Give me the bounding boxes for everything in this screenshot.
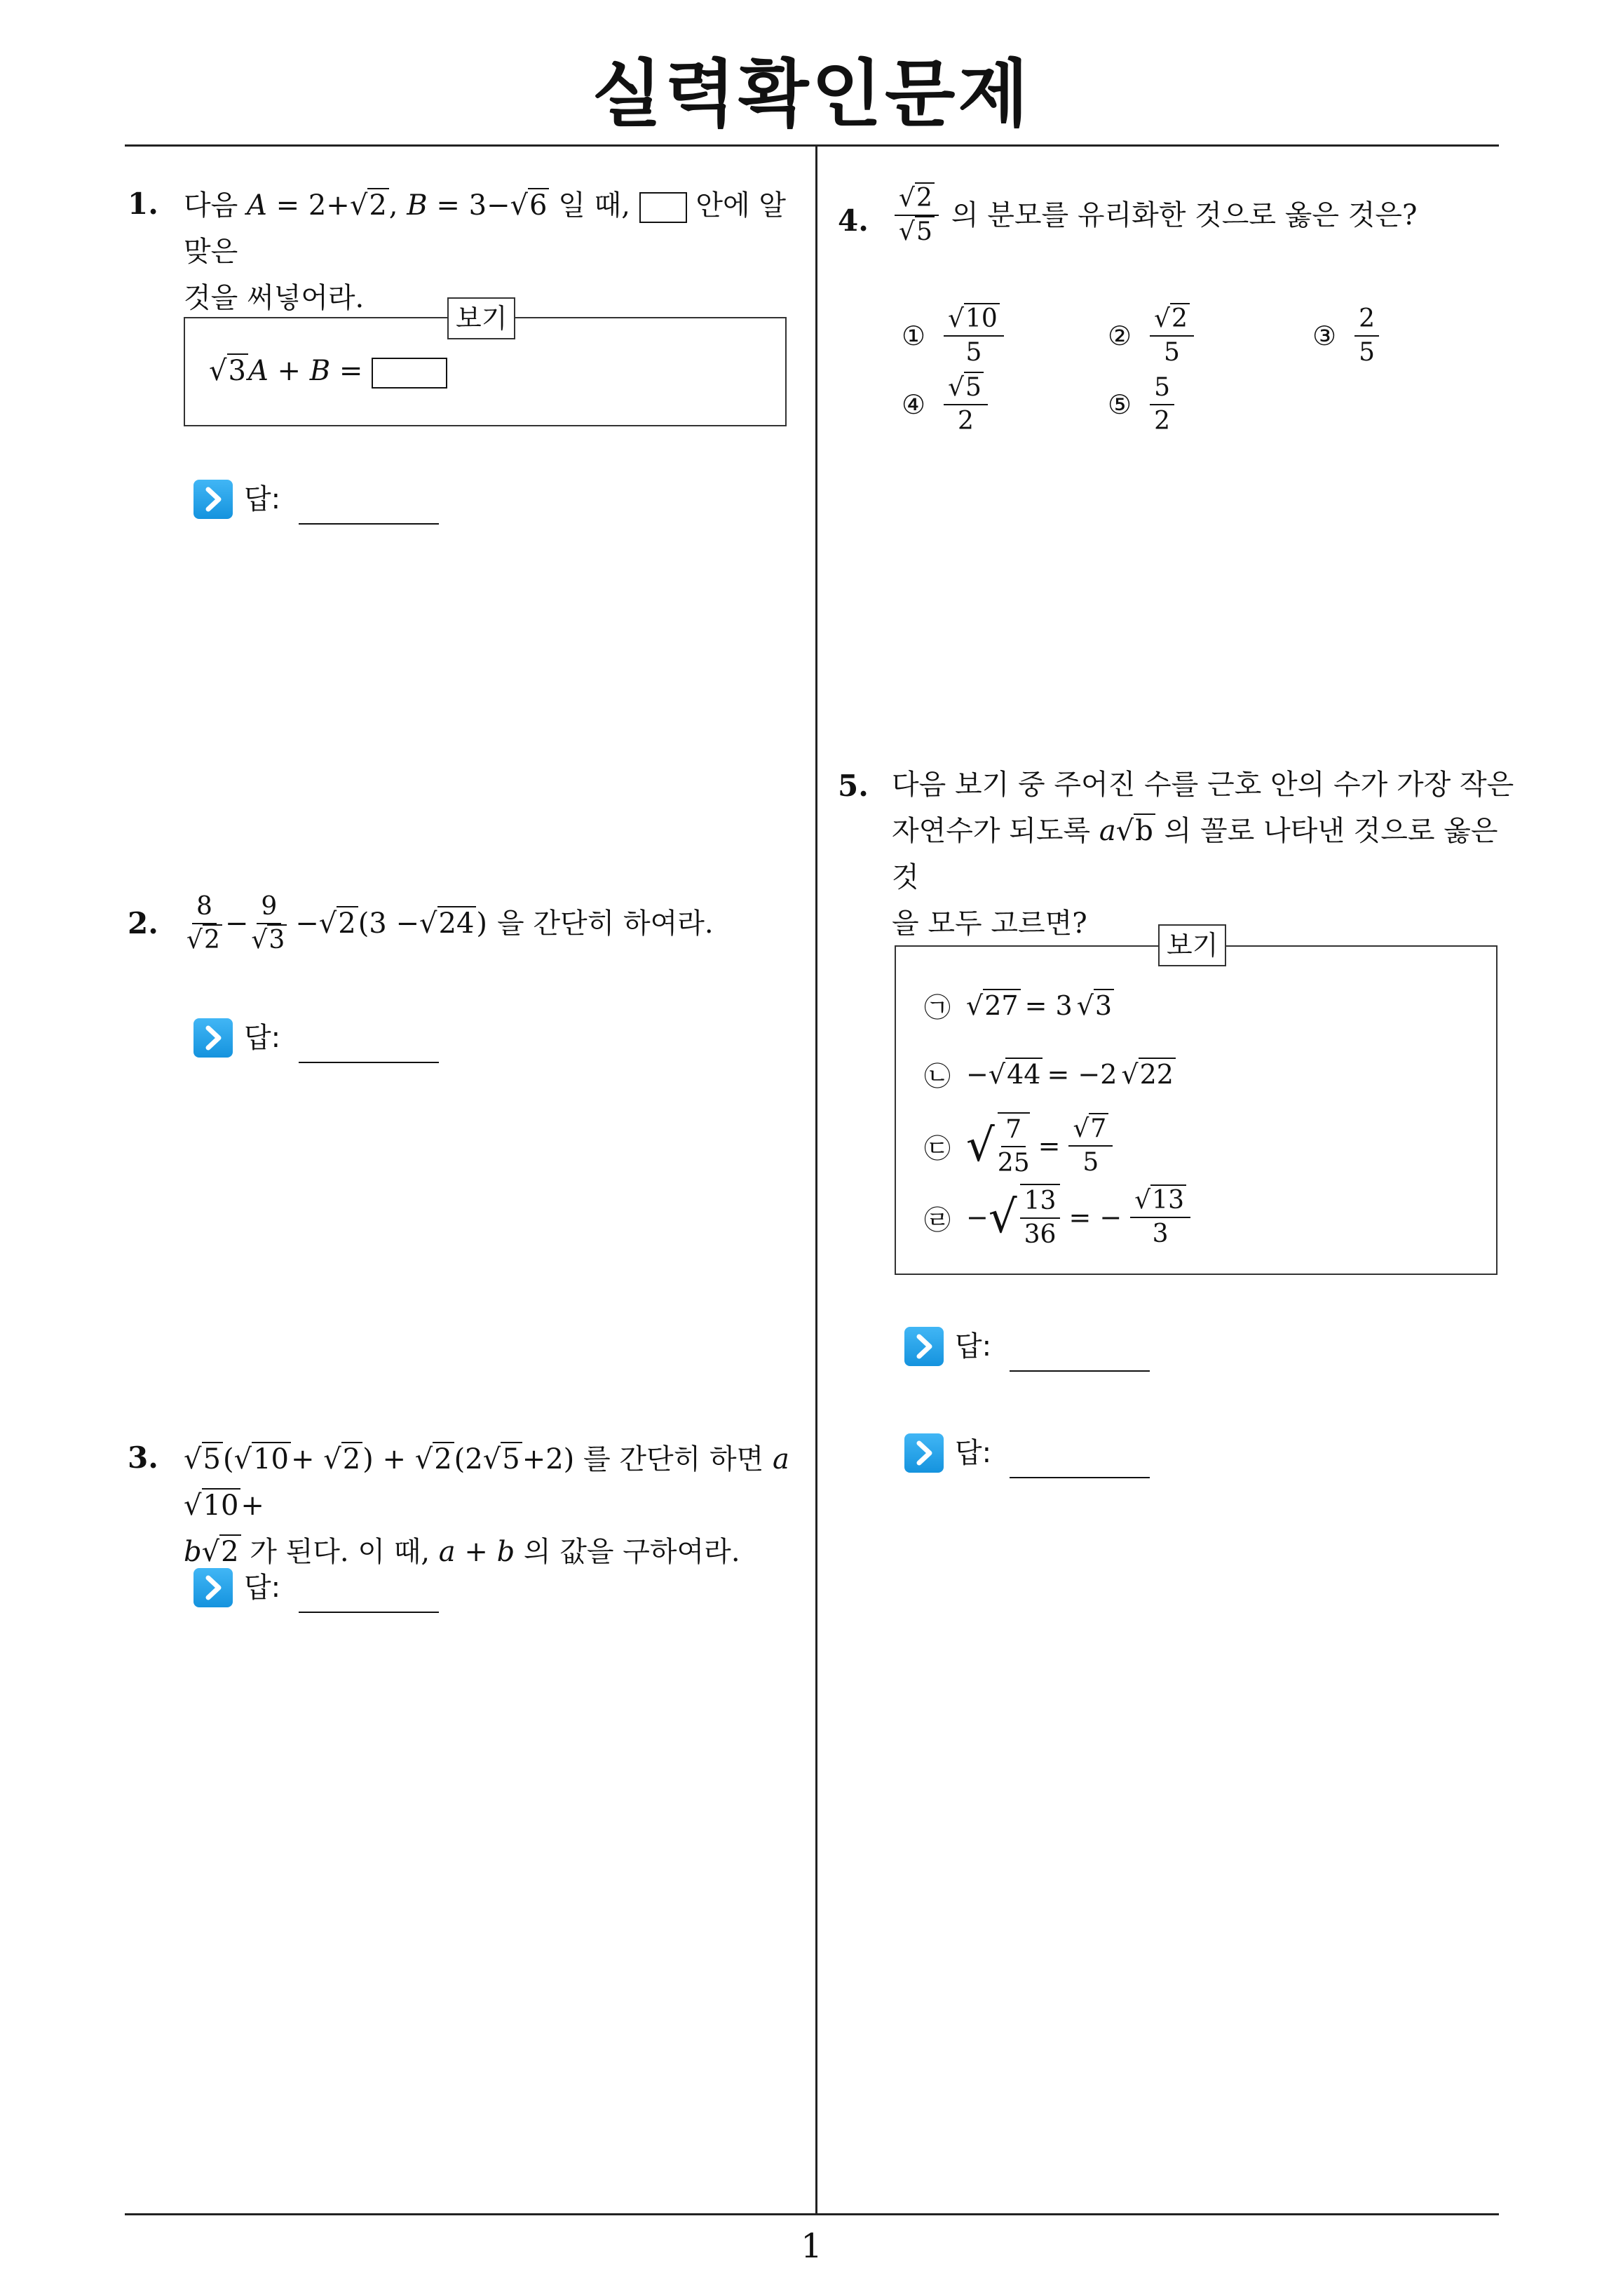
sqrt-expression: √2 [350, 182, 389, 229]
bogi-label: 보기 [1158, 924, 1226, 966]
chevron-right-icon [904, 1327, 944, 1366]
fraction: $\frac{√10}{5}$ [944, 303, 1004, 369]
choice-3[interactable]: ③ $\frac{2}{5}$ [1312, 303, 1382, 369]
fraction: $\frac{9}{√3}$ [251, 891, 287, 957]
fraction: $\frac{√2}{5}$ [1150, 303, 1194, 369]
question-number: 3. [128, 1440, 158, 1475]
answer-field[interactable] [904, 1433, 1157, 1475]
choice-1[interactable]: ① $\frac{√10}{5}$ [902, 303, 1007, 369]
answer-label: 답: [955, 1330, 992, 1363]
answer-line[interactable] [299, 1062, 439, 1063]
answer-line[interactable] [1010, 1370, 1150, 1372]
answer-label: 답: [244, 483, 281, 515]
bogi-item-3: ㉢ √ $\frac{7}{25}$ = $\frac{√7}{5}$ [924, 1112, 1115, 1180]
chevron-right-icon [193, 480, 233, 519]
bogi-item-2: ㉡ − √44 = −2 √22 [924, 1055, 1176, 1093]
fraction: $\frac{√5}{2}$ [944, 372, 988, 438]
header-rule [125, 144, 1499, 147]
answer-field[interactable] [193, 480, 446, 522]
question-text: $\frac{√2}{√5}$ 의 분모를 유리화한 것으로 옳은 것은? [892, 182, 1417, 248]
fraction: $\frac{√7}{5}$ [1068, 1113, 1113, 1179]
column-divider [815, 144, 817, 2213]
bogi-item-1: ㉠ √27 = 3 √3 [924, 986, 1114, 1025]
question-text: 다음 보기 중 주어진 수를 근호 안의 수가 가장 작은 자연수가 되도록 a√b 의 꼴로 나타낸 것으로 옳은 것 을 모두 고르면? [892, 769, 1514, 940]
bogi-item-4: ㉣ − √ $\frac{13}{36}$ = − $\frac{√13}{3}$ [924, 1184, 1193, 1251]
question-number: 5. [838, 769, 869, 803]
answer-line[interactable] [1010, 1477, 1150, 1478]
blank-box [639, 192, 687, 223]
fraction: $\frac{8}{√2}$ [186, 891, 222, 957]
bogi-expression: √3A + B = [209, 348, 447, 394]
question-number: 1. [128, 187, 158, 221]
answer-field[interactable] [193, 1568, 446, 1610]
blank-box [372, 358, 447, 389]
answer-line[interactable] [299, 1612, 439, 1613]
fraction: $\frac{7}{25}$ [998, 1112, 1030, 1180]
fraction: $\frac{2}{5}$ [1354, 303, 1379, 369]
answer-label: 답: [244, 1572, 281, 1604]
fraction: $\frac{13}{36}$ [1020, 1184, 1061, 1251]
choice-5[interactable]: ⑤ $\frac{5}{2}$ [1108, 372, 1177, 438]
question-number: 2. [128, 906, 158, 940]
question-text: √5(√10+ √2) + √2(2√5+2) 를 간단히 하면 a√10+ b√2 가 된다. 이 때, a + b 의 값을 구하여라. [184, 1443, 789, 1568]
page-number: 1 [801, 2227, 822, 2266]
choice-2[interactable]: ② $\frac{√2}{5}$ [1108, 303, 1197, 369]
question-text: $\frac{8}{√2}$ − $\frac{9}{√3}$ − √2 (3 − √24 ) 을 간단히 하여라. [184, 891, 801, 957]
chevron-right-icon [904, 1433, 944, 1473]
fraction: $\frac{√2}{√5}$ [895, 182, 939, 248]
chevron-right-icon [193, 1568, 233, 1607]
footer-rule [125, 2213, 1499, 2215]
fraction: $\frac{√13}{3}$ [1130, 1184, 1190, 1250]
question-text: 다음 A = 2+√2, B = 3−√6 일 때, 안에 알맞은 것을 써넣어라. [184, 182, 801, 321]
answer-label: 답: [955, 1437, 992, 1469]
answer-field[interactable] [904, 1327, 1157, 1369]
bogi-box [895, 945, 1498, 1275]
page-title: 실력확인문제 [592, 51, 1031, 137]
fraction: $\frac{5}{2}$ [1150, 372, 1174, 438]
question-number: 4. [838, 203, 869, 238]
bogi-label: 보기 [447, 297, 515, 339]
answer-line[interactable] [299, 523, 439, 525]
choice-4[interactable]: ④ $\frac{√5}{2}$ [902, 372, 991, 438]
sqrt-expression: √6 [510, 182, 550, 229]
chevron-right-icon [193, 1018, 233, 1058]
answer-field[interactable] [193, 1018, 446, 1060]
answer-label: 답: [244, 1022, 281, 1054]
